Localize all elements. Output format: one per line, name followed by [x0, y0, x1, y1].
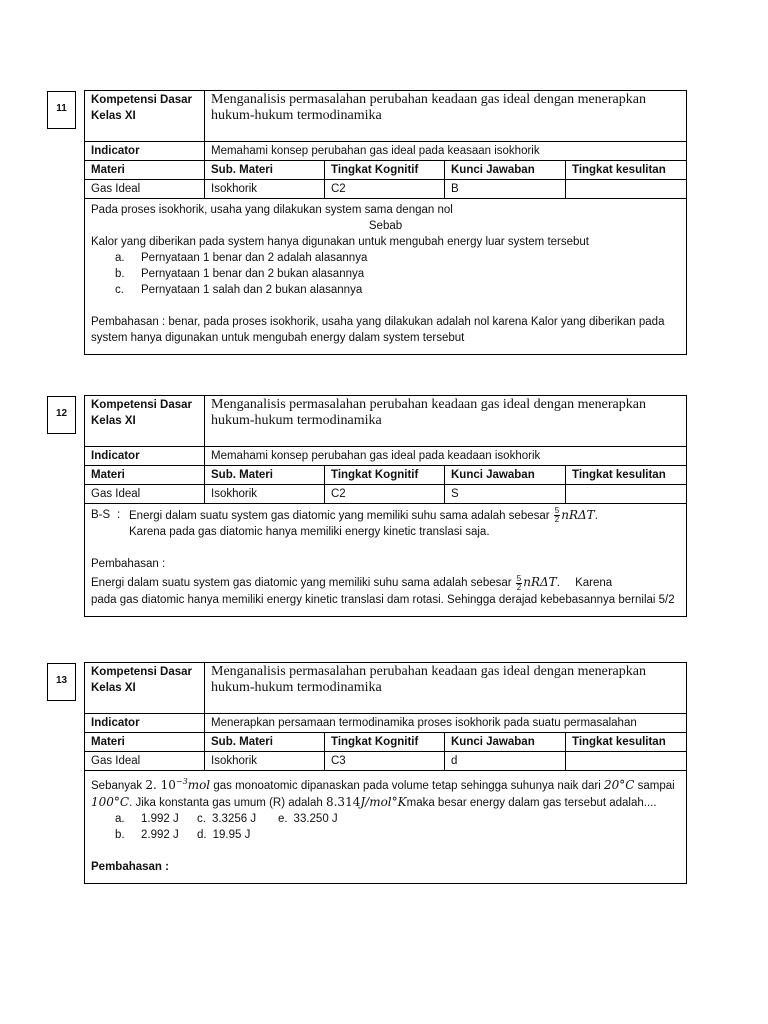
kd-label: Kompetensi Dasar	[91, 399, 192, 411]
indicator-label: Indicator	[85, 714, 205, 733]
bs-colon: :	[117, 509, 121, 521]
temp-1: 20°C	[604, 777, 635, 792]
option-b	[115, 266, 680, 282]
indicator-text: Memahami konsep perubahan gas ideal pada keadaan isokhorik	[205, 447, 687, 466]
kd-text: Menganalisis permasalahan perubahan keadaan gas ideal dengan menerapkan hukum-hukum termodinamika	[205, 91, 687, 142]
question-number-box	[47, 91, 76, 129]
pembahasan-line-2: pada gas diatomic hanya memiliki energy kinetic translasi dam rotasi. Sehingga derajad kebebasannya bernilai 5/2	[91, 593, 675, 606]
q-end: maka besar energy dalam gas tersebut adalah....	[406, 796, 657, 809]
option-c	[115, 282, 680, 298]
pembahasan-label: Pembahasan :	[91, 860, 169, 873]
formula: nRΔT	[561, 508, 595, 522]
temp-2: 100°C	[91, 794, 130, 809]
question-content	[85, 504, 687, 617]
bs-label: B-S	[91, 509, 111, 521]
kd-text: Menganalisis permasalahan perubahan keadaan gas ideal dengan menerapkan hukum-hukum termodinamika	[205, 396, 687, 447]
header-materi: Materi	[85, 733, 205, 752]
option-label: c.	[197, 812, 206, 825]
option-text: 3.3256 J	[211, 812, 257, 825]
bs-line-1	[129, 507, 598, 524]
pembahasan: Pembahasan : benar, pada proses isokhorik, usaha yang dilakukan adalah nol karena Kalor yang diberikan pada system hanya digunakan untuk mengubah energy dalam system tersebut	[91, 316, 665, 344]
indicator-text: Memahami konsep perubahan gas ideal pada keasaan isokhorik	[205, 142, 687, 161]
option-label: b.	[115, 268, 125, 280]
option-label: b.	[115, 828, 125, 841]
pembahasan-line-1	[91, 572, 680, 591]
option-text: 2.992 J	[141, 828, 179, 841]
question-number: 13	[55, 675, 68, 686]
header-materi: Materi	[85, 161, 205, 180]
amount: 2. 10	[145, 777, 176, 792]
header-sub-materi: Sub. Materi	[205, 733, 325, 752]
option-label: c.	[115, 284, 124, 296]
formula-end: .	[594, 510, 598, 522]
option-a	[115, 250, 680, 266]
fraction	[554, 507, 560, 524]
option-label: d.	[197, 828, 207, 841]
pembahasan-label: Pembahasan :	[91, 558, 166, 571]
value-sub-materi: Isokhorik	[205, 180, 325, 199]
q-mid-2: sampai	[637, 779, 675, 792]
pembahasan-line-1-post: Karena	[575, 577, 613, 590]
indicator-label: Indicator	[85, 142, 205, 161]
fraction-denominator: 2	[516, 582, 522, 592]
question-number-box	[47, 663, 76, 701]
header-sub-materi: Sub. Materi	[205, 466, 325, 485]
value-tingkat-kesulitan	[566, 752, 687, 771]
reason: Kalor yang diberikan pada system hanya digunakan untuk mengubah energy luar system tersebut	[91, 236, 589, 248]
value-tingkat-kognitif: C2	[325, 485, 445, 504]
option-row-1	[115, 811, 680, 827]
option-label: a.	[115, 812, 125, 825]
kd-class-label: Kelas XI	[91, 110, 136, 122]
question-content	[85, 199, 687, 355]
option-text: 33.250 J	[293, 812, 338, 825]
fraction	[516, 575, 522, 592]
header-tingkat-kesulitan: Tingkat kesulitan	[566, 466, 687, 485]
question-text	[91, 774, 680, 811]
r-unit: J/mol°K	[360, 794, 407, 809]
formula: nRΔT	[523, 575, 557, 590]
kd-text: Menganalisis permasalahan perubahan keadaan gas ideal dengan menerapkan hukum-hukum termodinamika	[205, 663, 687, 714]
indicator-label: Indicator	[85, 447, 205, 466]
value-tingkat-kognitif: C3	[325, 752, 445, 771]
header-tingkat-kesulitan: Tingkat kesulitan	[566, 161, 687, 180]
header-kunci-jawaban: Kunci Jawaban	[445, 161, 566, 180]
statement: Pada proses isokhorik, usaha yang dilakukan system sama dengan nol	[91, 204, 453, 216]
q-mid-3: . Jika konstanta gas umum (R) adalah	[129, 796, 323, 809]
header-tingkat-kognitif: Tingkat Kognitif	[325, 161, 445, 180]
question-table-13	[84, 662, 687, 884]
value-sub-materi: Isokhorik	[205, 752, 325, 771]
option-text: Pernyataan 1 benar dan 2 bukan alasannya	[141, 268, 365, 280]
option-text: Pernyataan 1 benar dan 2 adalah alasannya	[141, 252, 368, 264]
value-materi: Gas Ideal	[85, 180, 205, 199]
question-content	[85, 771, 687, 884]
q-mid-1: gas monoatomic dipanaskan pada volume tetap sehingga suhunya naik dari	[213, 779, 601, 792]
fraction-numerator: 5	[554, 506, 560, 516]
fraction-numerator: 5	[516, 573, 522, 583]
kd-label-cell	[85, 91, 205, 142]
option-text: 1.992 J	[141, 812, 179, 825]
value-materi: Gas Ideal	[85, 485, 205, 504]
header-kunci-jawaban: Kunci Jawaban	[445, 733, 566, 752]
fraction-denominator: 2	[554, 515, 560, 525]
amount-exponent: −3	[175, 777, 188, 786]
header-tingkat-kognitif: Tingkat Kognitif	[325, 466, 445, 485]
value-kunci-jawaban: B	[445, 180, 566, 199]
option-text: 19.95 J	[212, 828, 251, 841]
header-materi: Materi	[85, 466, 205, 485]
value-kunci-jawaban: S	[445, 485, 566, 504]
bs-line-1-text: Energi dalam suatu system gas diatomic yang memiliki suhu sama adalah sebesar	[129, 510, 550, 522]
question-table-11	[84, 90, 687, 355]
formula-end: .	[556, 577, 560, 590]
option-row-2	[115, 827, 680, 843]
header-kunci-jawaban: Kunci Jawaban	[445, 466, 566, 485]
option-label: a.	[115, 252, 125, 264]
value-tingkat-kesulitan	[566, 180, 687, 199]
kd-label: Kompetensi Dasar	[91, 666, 192, 678]
value-sub-materi: Isokhorik	[205, 485, 325, 504]
question-table-12	[84, 395, 687, 617]
question-number: 12	[55, 408, 68, 419]
option-list	[91, 250, 680, 298]
value-tingkat-kesulitan	[566, 485, 687, 504]
unit-mol: mol	[187, 777, 211, 792]
bs-block	[91, 507, 680, 540]
r-value: 8.314	[325, 794, 361, 809]
q-pre: Sebanyak	[91, 779, 143, 792]
question-number: 11	[56, 103, 67, 114]
kd-label-cell	[85, 396, 205, 447]
pembahasan-line-1-text: Energi dalam suatu system gas diatomic yang memiliki suhu sama adalah sebesar	[91, 577, 512, 590]
bs-line-2: Karena pada gas diatomic hanya memiliki energy kinetic translasi saja.	[129, 526, 490, 539]
indicator-text: Menerapkan persamaan termodinamika proses isokhorik pada suatu permasalahan	[205, 714, 687, 733]
header-sub-materi: Sub. Materi	[205, 161, 325, 180]
sebab-label: Sebab	[368, 220, 403, 232]
header-tingkat-kesulitan: Tingkat kesulitan	[566, 733, 687, 752]
value-materi: Gas Ideal	[85, 752, 205, 771]
value-kunci-jawaban: d	[445, 752, 566, 771]
kd-label-cell	[85, 663, 205, 714]
option-label: e.	[277, 812, 288, 825]
kd-class-label: Kelas XI	[91, 415, 136, 427]
kd-label: Kompetensi Dasar	[91, 94, 192, 106]
kd-class-label: Kelas XI	[91, 682, 136, 694]
question-number-box	[47, 396, 76, 434]
option-list	[91, 811, 680, 843]
value-tingkat-kognitif: C2	[325, 180, 445, 199]
option-text: Pernyataan 1 salah dan 2 bukan alasannya	[141, 284, 363, 296]
header-tingkat-kognitif: Tingkat Kognitif	[325, 733, 445, 752]
